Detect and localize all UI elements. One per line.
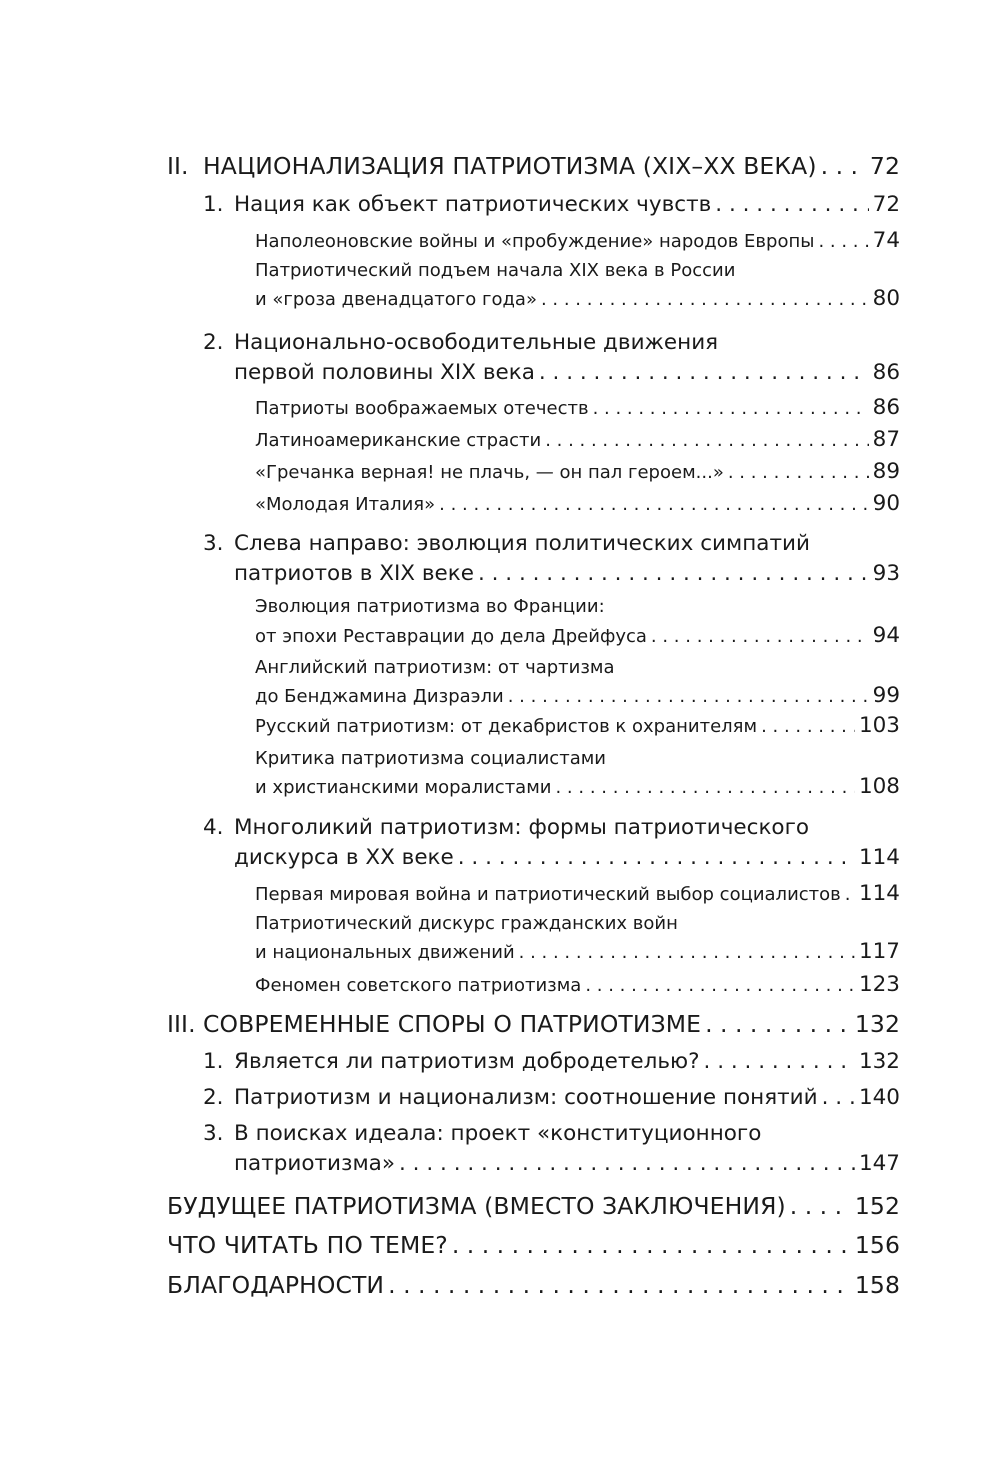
toc-number: 1. [203,1049,224,1074]
toc-leader [388,1271,851,1299]
toc-title: и национальных движений [255,942,515,963]
toc-page-number: 72 [869,152,900,180]
toc-leader [845,884,855,905]
toc-title: патриотов в XIX веке [234,561,474,586]
toc-leader [728,462,869,483]
toc-title: СОВРЕМЕННЫЕ СПОРЫ О ПАТРИОТИЗМЕ [203,1010,702,1038]
toc-page-number: 108 [858,774,900,799]
toc-leader [458,845,855,870]
toc-page-number: 80 [872,286,900,311]
toc-title: дискурса в XX веке [234,845,454,870]
toc-line [234,845,900,870]
toc-page-number: 87 [872,427,900,452]
toc-page-number: 99 [872,683,900,708]
toc-page-number: 93 [872,561,900,586]
toc-title: «Гречанка верная! не плачь, — он пал героем...» [255,462,724,483]
toc-line [255,596,900,617]
toc-leader [705,1010,851,1038]
toc-line [203,1085,900,1110]
toc-title: ЧТО ЧИТАТЬ ПО ТЕМЕ? [167,1231,448,1259]
toc-title: патриотизма» [234,1151,396,1176]
toc-leader [439,494,869,515]
toc-page-number: 123 [858,972,900,997]
toc-leader [593,398,869,419]
toc-number: 3. [203,1121,224,1146]
toc-line [203,330,900,355]
toc-title: Многоликий патриотизм: формы патриотического [234,815,810,840]
toc-title: В поисках идеала: проект «конституционного [234,1121,762,1146]
toc-title: Патриотический подъем начала XIX века в России [255,260,736,281]
toc-leader [555,777,854,798]
toc-number: III. [167,1010,196,1038]
toc-leader [478,561,869,586]
toc-line [203,192,900,217]
toc-line [167,1010,900,1038]
toc-leader [761,716,855,737]
toc-line [255,774,900,799]
toc-leader [651,626,869,647]
toc-line [167,1231,900,1259]
toc-page-number: 114 [858,881,900,906]
toc-leader [715,192,868,217]
toc-page-number: 152 [854,1192,900,1220]
toc-leader [704,1049,855,1074]
toc-leader [399,1151,855,1176]
toc-line [255,260,900,281]
toc-line [255,972,900,997]
toc-title: Русский патриотизм: от декабристов к охранителям [255,716,758,737]
toc-title: и христианскими моралистами [255,777,552,798]
toc-title: «Молодая Италия» [255,494,436,515]
toc-line [203,1049,900,1074]
toc-number: 4. [203,815,224,840]
toc-line [167,1271,900,1299]
toc-title: БУДУЩЕЕ ПАТРИОТИЗМА (ВМЕСТО ЗАКЛЮЧЕНИЯ) [167,1192,786,1220]
toc-line [203,815,900,840]
toc-line [167,1192,900,1220]
toc-title: Патриотический дискурс гражданских войн [255,913,678,934]
toc-title: Национально-освободительные движения [234,330,719,355]
toc-line [234,561,900,586]
toc-line [255,491,900,516]
toc-page-number: 140 [858,1085,900,1110]
toc-title: и «гроза двенадцатого года» [255,289,537,310]
toc-line [255,748,900,769]
toc-line [255,623,900,648]
toc-leader [545,430,868,451]
toc-page-number: 86 [872,395,900,420]
toc-title: НАЦИОНАЛИЗАЦИЯ ПАТРИОТИЗМА (XIX–XX ВЕКА) [203,152,817,180]
toc-leader [508,686,869,707]
toc-number: 1. [203,192,224,217]
toc-title: Является ли патриотизм добродетелью? [234,1049,700,1074]
toc-title: Патриотизм и национализм: соотношение понятий [234,1085,818,1110]
toc-leader [519,942,855,963]
toc-number: 2. [203,1085,224,1110]
toc-line [234,360,900,385]
toc-title: Первая мировая война и патриотический выбор социалистов [255,884,841,905]
toc-number: II. [167,152,189,180]
toc-line [255,683,900,708]
toc-title: Слева направо: эволюция политических симпатий [234,531,810,556]
toc-line [255,913,900,934]
toc-line [255,427,900,452]
toc-title: Латиноамериканские страсти [255,430,542,451]
toc-number: 3. [203,531,224,556]
toc-title: первой половины XIX века [234,360,535,385]
toc-leader [790,1192,851,1220]
toc-leader [818,231,868,252]
toc-line [255,713,900,738]
toc-line [255,228,900,253]
toc-title: до Бенджамина Дизраэли [255,686,504,707]
toc-page-number: 72 [872,192,900,217]
toc-leader [822,1085,855,1110]
toc-title: от эпохи Реставрации до дела Дрейфуса [255,626,647,647]
toc-page-number: 156 [854,1231,900,1259]
toc-page-number: 94 [872,623,900,648]
toc-line [255,395,900,420]
toc-leader [821,152,866,180]
toc-leader [541,289,869,310]
toc-page-number: 89 [872,459,900,484]
toc-title: Феномен советского патриотизма [255,975,582,996]
toc-title: Критика патриотизма социалистами [255,748,606,769]
toc-page-number: 90 [872,491,900,516]
toc-line [255,459,900,484]
toc-page-number: 114 [858,845,900,870]
toc-line [255,939,900,964]
toc-line [255,657,900,678]
toc-line [255,881,900,906]
toc-title: Эволюция патриотизма во Франции: [255,596,605,617]
toc-line [255,286,900,311]
toc-page-number: 147 [858,1151,900,1176]
toc-page-number: 158 [854,1271,900,1299]
toc-title: Наполеоновские войны и «пробуждение» народов Европы [255,231,815,252]
toc-line [203,1121,900,1146]
toc-page-number: 132 [858,1049,900,1074]
toc-number: 2. [203,330,224,355]
toc-page-number: 74 [872,228,900,253]
toc-line [234,1151,900,1176]
toc-leader [539,360,869,385]
toc-title: Патриоты воображаемых отечеств [255,398,589,419]
toc-leader [452,1231,851,1259]
toc-leader [585,975,855,996]
toc-page-number: 103 [858,713,900,738]
toc-title: Нация как объект патриотических чувств [234,192,712,217]
toc-page-number: 117 [858,939,900,964]
toc-page-number: 132 [854,1010,900,1038]
toc-line [203,531,900,556]
toc-line [167,152,900,180]
toc-title: Английский патриотизм: от чартизма [255,657,615,678]
toc-page-number: 86 [872,360,900,385]
toc-title: БЛАГОДАРНОСТИ [167,1271,385,1299]
